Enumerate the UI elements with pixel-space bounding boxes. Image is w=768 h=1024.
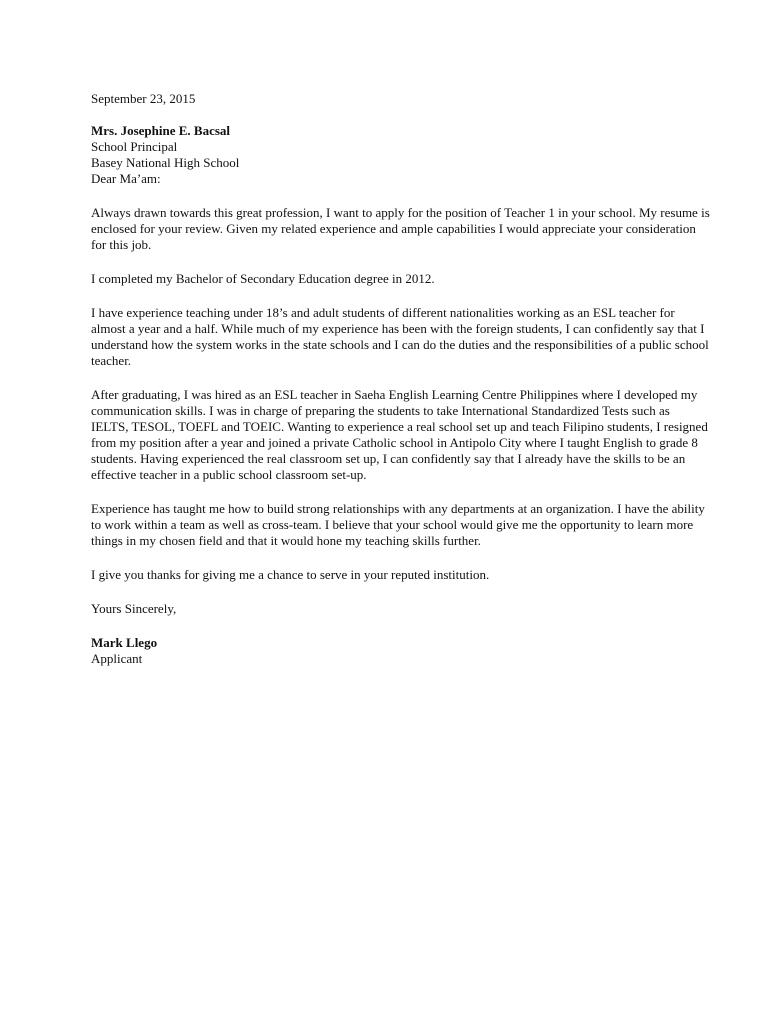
paragraph-skills: Experience has taught me how to build strong relationships with any departments at an organization. I have the ability to work within a team as well as cross-team. I believe that your school would give me the opportunity to learn more things in my chosen field and that it would hone my teaching skills further. [91,501,705,548]
paragraph-education: I completed my Bachelor of Secondary Education degree in 2012. [91,271,435,286]
recipient-name: Mrs. Josephine E. Bacsal [91,123,231,138]
closing: Yours Sincerely, [91,601,177,616]
paragraph-employment: After graduating, I was hired as an ESL teacher in Saeha English Learning Centre Philippines where I developed my communication skills. I was in charge of preparing the students to take International Standardized Tests such as IELTS, TESOL, TOEFL and TOEIC. Wanting to experience a real school set up and teach Filipino students, I resigned from my position after a year and joined a private Catholic school in Antipolo City where I taught English to grade 8 students. Having experienced the real classroom set up, I can confidently say that I already have the skills to be an effective teacher in a public school classroom set-up. [91,387,708,482]
recipient-title: School Principal [91,139,178,154]
paragraph-intro: Always drawn towards this great profession, I want to apply for the position of Teacher 1 in your school. My resume is enclosed for your review. Given my related experience and ample capabilities I would appreciate your consideration for this job. [91,205,710,252]
paragraph-experience: I have experience teaching under 18’s and adult students of different nationalities working as an ESL teacher for almost a year and a half. While much of my experience has been with the foreign students, I can confidently say that I understand how the system works in the state schools and I can do the duties and the responsibilities of a public school teacher. [91,305,709,368]
letter-date: September 23, 2015 [91,91,196,106]
paragraph-thanks: I give you thanks for giving me a chance to serve in your reputed institution. [91,567,490,582]
signature-block [91,635,710,667]
salutation: Dear Ma’am: [91,171,161,186]
signature-role: Applicant [91,651,143,666]
recipient-school: Basey National High School [91,155,240,170]
signature-name: Mark Llego [91,635,158,650]
recipient-block [91,123,710,171]
